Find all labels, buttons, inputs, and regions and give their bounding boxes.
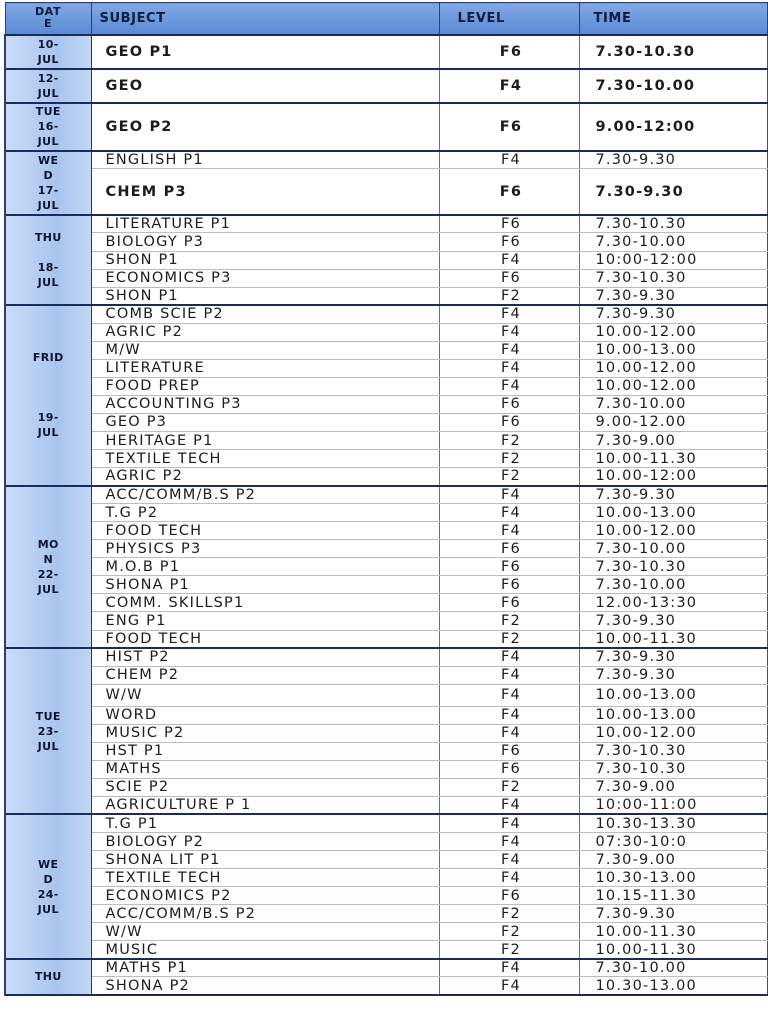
time-cell: 10.30-13.00 bbox=[579, 869, 767, 887]
time-cell: 10.30-13.30 bbox=[579, 814, 767, 832]
date-line bbox=[6, 245, 91, 260]
time-cell: 7.30-9.30 bbox=[579, 905, 767, 923]
time-cell: 7.30-9.30 bbox=[579, 287, 767, 305]
table-row bbox=[5, 486, 767, 504]
table-row bbox=[5, 233, 767, 251]
date-line: WE bbox=[38, 857, 59, 871]
level-cell: F6 bbox=[439, 215, 579, 233]
subject-cell: ENGLISH P1 bbox=[91, 151, 439, 169]
time-cell: 10.00-12.00 bbox=[579, 724, 767, 742]
subject-cell: T.G P2 bbox=[91, 504, 439, 522]
level-cell: F4 bbox=[439, 851, 579, 869]
level-cell: F4 bbox=[439, 251, 579, 269]
table-row bbox=[5, 287, 767, 305]
table-row bbox=[5, 742, 767, 760]
date-line: JUL bbox=[37, 582, 59, 596]
table-row bbox=[5, 684, 767, 706]
subject-cell: SHONA P2 bbox=[91, 977, 439, 995]
level-cell: F6 bbox=[439, 760, 579, 778]
date-line: FRID bbox=[32, 351, 64, 365]
timetable-body bbox=[5, 35, 767, 996]
time-cell: 7.30-10.30 bbox=[579, 760, 767, 778]
time-cell: 10.00-12.00 bbox=[579, 359, 767, 377]
date-cell bbox=[5, 69, 91, 103]
date-line: 18- bbox=[37, 261, 59, 275]
subject-cell: AGRIC P2 bbox=[91, 468, 439, 486]
level-cell: F4 bbox=[439, 522, 579, 540]
level-cell: F4 bbox=[439, 706, 579, 724]
date-line: 17- bbox=[37, 183, 59, 197]
table-row bbox=[5, 305, 767, 323]
subject-cell: CHEM P2 bbox=[91, 666, 439, 684]
time-cell: 7.30-10.00 bbox=[579, 540, 767, 558]
subject-cell: LITERATURE bbox=[91, 359, 439, 377]
subject-cell: MUSIC bbox=[91, 941, 439, 959]
time-cell: 7.30-9.00 bbox=[579, 432, 767, 450]
date-cell bbox=[5, 151, 91, 215]
table-row bbox=[5, 760, 767, 778]
date-cell bbox=[5, 35, 91, 69]
level-cell: F6 bbox=[439, 395, 579, 413]
subject-cell: ACC/COMM/B.S P2 bbox=[91, 486, 439, 504]
table-row bbox=[5, 468, 767, 486]
table-row bbox=[5, 103, 767, 151]
table-row bbox=[5, 905, 767, 923]
level-cell: F6 bbox=[439, 269, 579, 287]
date-line: TUE bbox=[35, 709, 61, 723]
table-row bbox=[5, 941, 767, 959]
time-cell: 10.00-11.30 bbox=[579, 450, 767, 468]
date-line: TUE bbox=[35, 105, 61, 119]
time-cell: 7.30-10.30 bbox=[579, 742, 767, 760]
subject-cell: ACC/COMM/B.S P2 bbox=[91, 905, 439, 923]
date-line: 24- bbox=[37, 887, 59, 901]
table-row bbox=[5, 504, 767, 522]
date-line: D bbox=[43, 168, 54, 182]
table-row bbox=[5, 359, 767, 377]
table-row bbox=[5, 151, 767, 169]
date-line: THU bbox=[34, 970, 62, 984]
time-cell: 10.00-13.00 bbox=[579, 341, 767, 359]
date-line: N bbox=[43, 552, 54, 566]
level-cell: F6 bbox=[439, 413, 579, 431]
table-row bbox=[5, 522, 767, 540]
exam-timetable bbox=[4, 2, 766, 996]
subject-cell: SHON P1 bbox=[91, 287, 439, 305]
time-cell: 7.30-10.30 bbox=[579, 215, 767, 233]
level-cell: F2 bbox=[439, 630, 579, 648]
date-line: 12- bbox=[37, 71, 59, 85]
table-row bbox=[5, 35, 767, 69]
time-cell: 7.30-10.30 bbox=[579, 269, 767, 287]
date-line: D bbox=[43, 872, 54, 886]
table-row bbox=[5, 869, 767, 887]
date-line: JUL bbox=[37, 276, 59, 290]
subject-cell: SCIE P2 bbox=[91, 778, 439, 796]
table-row bbox=[5, 612, 767, 630]
table-row bbox=[5, 833, 767, 851]
date-cell bbox=[5, 103, 91, 151]
time-cell: 7.30-9.30 bbox=[579, 151, 767, 169]
subject-cell: HERITAGE P1 bbox=[91, 432, 439, 450]
subject-cell: FOOD TECH bbox=[91, 522, 439, 540]
time-cell: 07:30-10:0 bbox=[579, 833, 767, 851]
table-row bbox=[5, 706, 767, 724]
time-cell: 10.15-11.30 bbox=[579, 887, 767, 905]
table-row bbox=[5, 215, 767, 233]
subject-cell: CHEM P3 bbox=[91, 169, 439, 215]
time-cell: 7.30-9.30 bbox=[579, 666, 767, 684]
subject-cell: GEO P1 bbox=[91, 35, 439, 69]
time-cell: 7.30-10.00 bbox=[579, 233, 767, 251]
level-cell: F4 bbox=[439, 684, 579, 706]
subject-cell: FOOD PREP bbox=[91, 377, 439, 395]
time-cell: 7.30-10.00 bbox=[579, 69, 767, 103]
level-cell: F4 bbox=[439, 151, 579, 169]
subject-cell: MUSIC P2 bbox=[91, 724, 439, 742]
level-cell: F6 bbox=[439, 540, 579, 558]
time-header: TIME bbox=[579, 3, 767, 35]
table-row bbox=[5, 959, 767, 977]
table-row bbox=[5, 666, 767, 684]
subject-cell: W/W bbox=[91, 923, 439, 941]
subject-cell: BIOLOGY P2 bbox=[91, 833, 439, 851]
time-cell: 10.00-11.30 bbox=[579, 941, 767, 959]
level-cell: F4 bbox=[439, 648, 579, 666]
level-cell: F4 bbox=[439, 359, 579, 377]
date-cell bbox=[5, 305, 91, 485]
subject-cell: ENG P1 bbox=[91, 612, 439, 630]
level-cell: F4 bbox=[439, 724, 579, 742]
level-cell: F2 bbox=[439, 612, 579, 630]
table-row bbox=[5, 413, 767, 431]
table-row bbox=[5, 269, 767, 287]
table-row bbox=[5, 377, 767, 395]
table-row bbox=[5, 540, 767, 558]
date-line: THU bbox=[34, 231, 62, 245]
table-row bbox=[5, 923, 767, 941]
table-row bbox=[5, 450, 767, 468]
time-cell: 12.00-13:30 bbox=[579, 594, 767, 612]
time-cell: 9.00-12.00 bbox=[579, 413, 767, 431]
time-cell: 7.30-9.00 bbox=[579, 778, 767, 796]
subject-cell: GEO P2 bbox=[91, 103, 439, 151]
time-cell: 7.30-10.00 bbox=[579, 576, 767, 594]
table-row bbox=[5, 323, 767, 341]
level-cell: F4 bbox=[439, 486, 579, 504]
table-row bbox=[5, 851, 767, 869]
timetable-table bbox=[4, 2, 768, 996]
subject-cell: SHON P1 bbox=[91, 251, 439, 269]
date-cell bbox=[5, 486, 91, 648]
subject-cell: MATHS P1 bbox=[91, 959, 439, 977]
level-cell: F6 bbox=[439, 558, 579, 576]
subject-cell: SHONA P1 bbox=[91, 576, 439, 594]
date-line: JUL bbox=[37, 135, 59, 149]
time-cell: 7.30-10.30 bbox=[579, 35, 767, 69]
date-line bbox=[6, 395, 91, 410]
time-cell: 7.30-10.00 bbox=[579, 395, 767, 413]
level-cell: F4 bbox=[439, 341, 579, 359]
level-cell: F4 bbox=[439, 666, 579, 684]
header-row bbox=[5, 3, 767, 35]
table-row bbox=[5, 630, 767, 648]
date-line: JUL bbox=[37, 739, 59, 753]
table-row bbox=[5, 724, 767, 742]
table-row bbox=[5, 796, 767, 814]
subject-cell: TEXTILE TECH bbox=[91, 450, 439, 468]
time-cell: 10.00-13.00 bbox=[579, 706, 767, 724]
subject-cell: SHONA LIT P1 bbox=[91, 851, 439, 869]
time-cell: 10.00-13.00 bbox=[579, 684, 767, 706]
table-row bbox=[5, 576, 767, 594]
table-row bbox=[5, 432, 767, 450]
date-line: JUL bbox=[37, 426, 59, 440]
date-cell bbox=[5, 814, 91, 958]
level-cell: F2 bbox=[439, 778, 579, 796]
date-line: JUL bbox=[37, 52, 59, 66]
time-cell: 10:00-11:00 bbox=[579, 796, 767, 814]
time-cell: 7.30-9.30 bbox=[579, 486, 767, 504]
table-row bbox=[5, 887, 767, 905]
date-line: 10- bbox=[37, 37, 59, 51]
level-cell: F4 bbox=[439, 977, 579, 995]
table-row bbox=[5, 169, 767, 215]
time-cell: 10.00-11.30 bbox=[579, 630, 767, 648]
date-line: JUL bbox=[37, 902, 59, 916]
level-cell: F4 bbox=[439, 869, 579, 887]
date-line: JUL bbox=[37, 86, 59, 100]
date-line: 23- bbox=[37, 724, 59, 738]
table-row bbox=[5, 69, 767, 103]
subject-cell: FOOD TECH bbox=[91, 630, 439, 648]
time-cell: 10:00-12:00 bbox=[579, 251, 767, 269]
time-cell: 7.30-10.30 bbox=[579, 558, 767, 576]
table-row bbox=[5, 558, 767, 576]
level-cell: F6 bbox=[439, 576, 579, 594]
time-cell: 10.00-12.00 bbox=[579, 522, 767, 540]
subject-cell: ECONOMICS P3 bbox=[91, 269, 439, 287]
time-cell: 7.30-10.00 bbox=[579, 959, 767, 977]
subject-cell: HIST P2 bbox=[91, 648, 439, 666]
subject-cell: MATHS bbox=[91, 760, 439, 778]
date-cell bbox=[5, 959, 91, 995]
level-cell: F4 bbox=[439, 814, 579, 832]
level-cell: F4 bbox=[439, 69, 579, 103]
level-cell: F2 bbox=[439, 923, 579, 941]
level-header: LEVEL bbox=[439, 3, 579, 35]
time-cell: 10.00-11.30 bbox=[579, 923, 767, 941]
subject-cell: HST P1 bbox=[91, 742, 439, 760]
subject-cell: COMM. SKILLSP1 bbox=[91, 594, 439, 612]
date-line: 22- bbox=[37, 567, 59, 581]
level-cell: F4 bbox=[439, 377, 579, 395]
subject-cell: COMB SCIE P2 bbox=[91, 305, 439, 323]
date-cell bbox=[5, 215, 91, 305]
date-line: MO bbox=[37, 537, 59, 551]
subject-cell: M/W bbox=[91, 341, 439, 359]
level-cell: F2 bbox=[439, 450, 579, 468]
subject-cell: LITERATURE P1 bbox=[91, 215, 439, 233]
level-cell: F6 bbox=[439, 103, 579, 151]
subject-cell: W/W bbox=[91, 684, 439, 706]
date-line: 19- bbox=[37, 411, 59, 425]
subject-cell: WORD bbox=[91, 706, 439, 724]
subject-cell: ECONOMICS P2 bbox=[91, 887, 439, 905]
time-cell: 10.30-13.00 bbox=[579, 977, 767, 995]
level-cell: F2 bbox=[439, 287, 579, 305]
table-row bbox=[5, 341, 767, 359]
date-header-line2: E bbox=[43, 17, 53, 31]
level-cell: F4 bbox=[439, 833, 579, 851]
subject-cell: M.O.B P1 bbox=[91, 558, 439, 576]
level-cell: F4 bbox=[439, 959, 579, 977]
level-cell: F2 bbox=[439, 905, 579, 923]
subject-cell: PHYSICS P3 bbox=[91, 540, 439, 558]
level-cell: F6 bbox=[439, 169, 579, 215]
time-cell: 9.00-12:00 bbox=[579, 103, 767, 151]
date-cell bbox=[5, 648, 91, 814]
date-header bbox=[5, 3, 91, 35]
time-cell: 10.00-13.00 bbox=[579, 504, 767, 522]
date-line: 16- bbox=[37, 120, 59, 134]
level-cell: F4 bbox=[439, 504, 579, 522]
table-row bbox=[5, 395, 767, 413]
level-cell: F6 bbox=[439, 742, 579, 760]
time-cell: 7.30-9.30 bbox=[579, 648, 767, 666]
time-cell: 10.00-12:00 bbox=[579, 468, 767, 486]
date-line bbox=[6, 365, 91, 380]
level-cell: F2 bbox=[439, 941, 579, 959]
date-line: JUL bbox=[37, 198, 59, 212]
subject-cell: AGRIC P2 bbox=[91, 323, 439, 341]
date-line: WE bbox=[38, 153, 59, 167]
level-cell: F4 bbox=[439, 323, 579, 341]
table-row bbox=[5, 977, 767, 995]
table-row bbox=[5, 251, 767, 269]
table-row bbox=[5, 778, 767, 796]
table-row bbox=[5, 594, 767, 612]
time-cell: 7.30-9.30 bbox=[579, 169, 767, 215]
table-row bbox=[5, 648, 767, 666]
time-cell: 7.30-9.00 bbox=[579, 851, 767, 869]
level-cell: F6 bbox=[439, 35, 579, 69]
level-cell: F2 bbox=[439, 468, 579, 486]
subject-cell: BIOLOGY P3 bbox=[91, 233, 439, 251]
date-line bbox=[6, 380, 91, 395]
time-cell: 7.30-9.30 bbox=[579, 305, 767, 323]
time-cell: 10.00-12.00 bbox=[579, 377, 767, 395]
subject-cell: TEXTILE TECH bbox=[91, 869, 439, 887]
table-row bbox=[5, 814, 767, 832]
subject-cell: T.G P1 bbox=[91, 814, 439, 832]
level-cell: F6 bbox=[439, 594, 579, 612]
subject-cell: ACCOUNTING P3 bbox=[91, 395, 439, 413]
subject-cell: GEO P3 bbox=[91, 413, 439, 431]
subject-cell: AGRICULTURE P 1 bbox=[91, 796, 439, 814]
level-cell: F4 bbox=[439, 796, 579, 814]
subject-cell: GEO bbox=[91, 69, 439, 103]
date-header-line1: DAT bbox=[34, 5, 62, 19]
time-cell: 10.00-12.00 bbox=[579, 323, 767, 341]
subject-header: SUBJECT bbox=[91, 3, 439, 35]
level-cell: F2 bbox=[439, 432, 579, 450]
level-cell: F6 bbox=[439, 887, 579, 905]
level-cell: F4 bbox=[439, 305, 579, 323]
level-cell: F6 bbox=[439, 233, 579, 251]
time-cell: 7.30-9.30 bbox=[579, 612, 767, 630]
